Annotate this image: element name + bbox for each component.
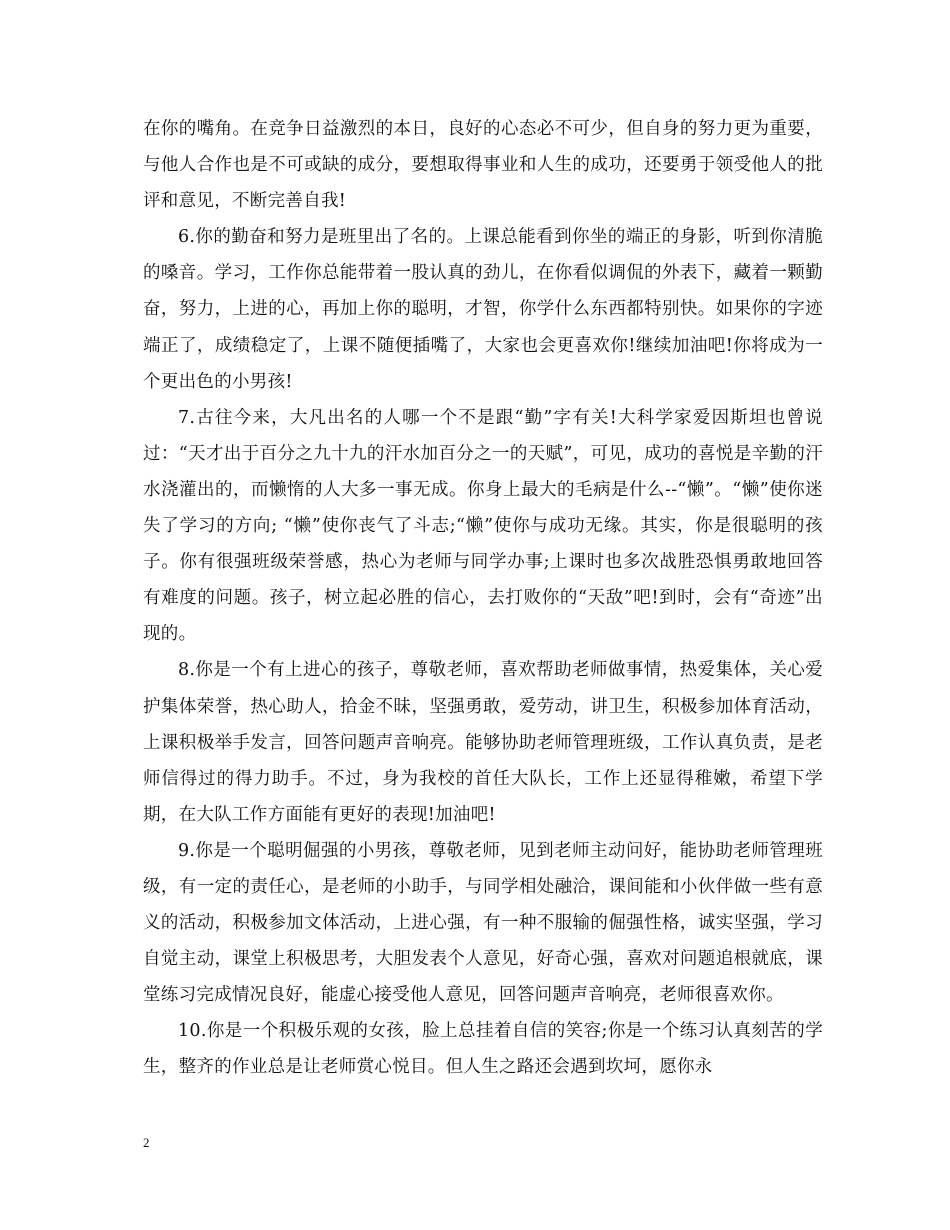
paragraph-item-10: 10.你是一个积极乐观的女孩，脸上总挂着自信的笑容;你是一个练习认真刻苦的学生，整齐的作业总是让老师赏心悦目。但人生之路还会遇到坎坷，愿你永 — [143, 1021, 823, 1078]
document-body — [143, 111, 823, 1086]
paragraph-continuation: 在你的嘴角。在竞争日益激烈的本日，良好的心态必不可少，但自身的努力更为重要，与他人合作也是不可或缺的成分，要想取得事业和人生的成功，还要勇于领受他人的批评和意见，不断完善自我! — [143, 119, 823, 212]
paragraph-item-9: 9.你是一个聪明倔强的小男孩，尊敬老师，见到老师主动问好，能协助老师管理班级，有一定的责任心，是老师的小助手，与同学相处融洽，课间能和小伙伴做一些有意义的活动，积极参加文体活动，上进心强，有一种不服输的倔强性格，诚实坚强，学习自觉主动，课堂上积极思考，大胆发表个人意见，好奇心强，喜欢对问题追根就底，课堂练习完成情况良好，能虚心接受他人意见，回答问题声音响亮，老师很喜欢你。 — [143, 840, 823, 1006]
paragraph-item-6: 6.你的勤奋和努力是班里出了名的。上课总能看到你坐的端正的身影，听到你清脆的嗓音。学习，工作你总能带着一股认真的劲儿，在你看似调侃的外表下，藏着一颗勤奋，努力，上进的心，再加上你的聪明，才智，你学什么东西都特别快。如果你的字迹端正了，成绩稳定了，上课不随便插嘴了，大家也会更喜欢你!继续加油吧!你将成为一个更出色的小男孩! — [143, 227, 823, 392]
paragraph-item-8: 8.你是一个有上进心的孩子，尊敬老师，喜欢帮助老师做事情，热爱集体，关心爱护集体荣誉，热心助人，拾金不昧，坚强勇敢，爱劳动，讲卫生，积极参加体育活动，上课积极举手发言，回答问题声音响亮。能够协助老师管理班级，工作认真负责，是老师信得过的得力助手。不过，身为我校的首任大队长，工作上还显得稚嫩，希望下学期，在大队工作方面能有更好的表现!加油吧! — [143, 660, 823, 825]
paragraph-item-7: 7.古往今来，大凡出名的人哪一个不是跟“勤”字有关!大科学家爱因斯坦也曾说过：“天才出于百分之九十九的汗水加百分之一的天赋”，可见，成功的喜悦是辛勤的汗水浇灌出的，而懒惰的人大多一事无成。你身上最大的毛病是什么--“懒”。“懒”使你迷失了学习的方向; “懒”使你丧气了斗志;“懒”使你与成功无缘。其实，你是很聪明的孩子。你有很强班级荣誉感，热心为老师与同学办事;上课时也多次战胜恐惧勇敢地回答有难度的问题。孩子，树立起必胜的信心，去打败你的“天敌”吧!到时，会有“奇迹”出现的。 — [143, 407, 823, 645]
page-number: 2 — [143, 1135, 150, 1150]
